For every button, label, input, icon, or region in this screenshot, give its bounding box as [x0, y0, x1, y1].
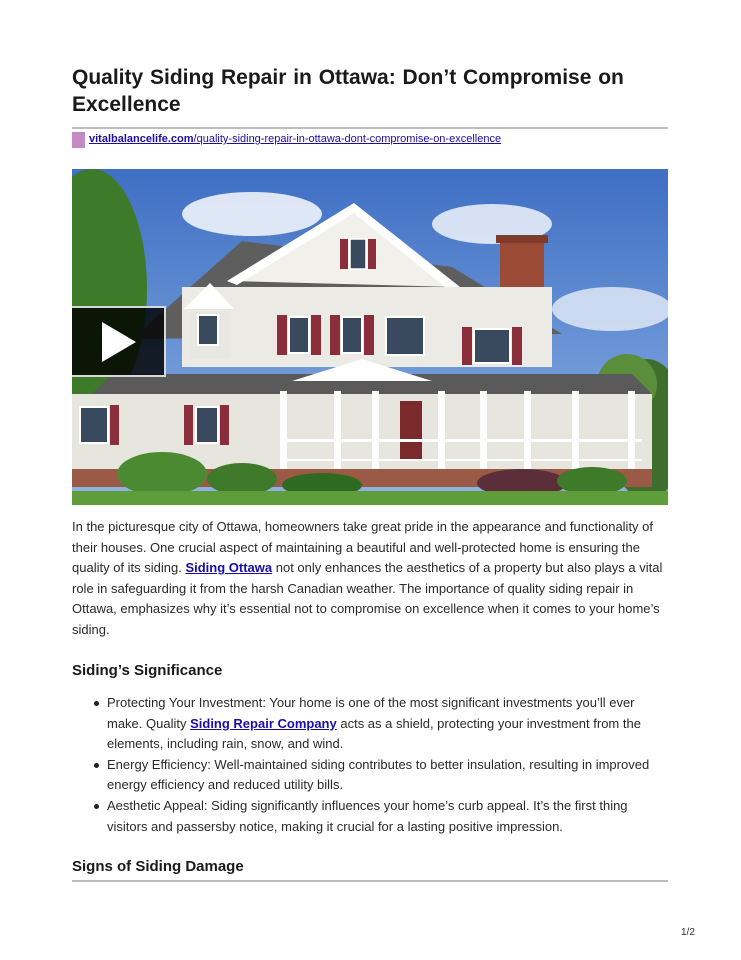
source-line — [72, 131, 672, 148]
section-heading-significance: Siding’s Significance — [72, 662, 223, 679]
section-heading-damage: Signs of Siding Damage — [72, 858, 244, 875]
bullet-text: Aesthetic Appeal: Siding significantly influences your home’s curb appeal. It’s the first thing visitors and passersby notice, making it crucial for a lasting positive impression. — [107, 797, 628, 834]
bullet-text: Energy Efficiency: Well-maintained siding contributes to better insulation, resulting in improved energy efficiency and reduced utility bills. — [107, 756, 650, 793]
source-domain: vitalbalancelife.com — [89, 133, 194, 145]
bullet-text: Protecting Your Investment: Your home is one of the most significant investments you’ll ever make. Quality — [107, 695, 635, 731]
page-number: 1/2 — [681, 927, 695, 938]
list-item — [107, 755, 668, 796]
list-item — [107, 693, 668, 755]
section-divider — [72, 880, 668, 882]
siding-ottawa-link[interactable]: Siding Ottawa — [185, 560, 273, 576]
source-path: /quality-siding-repair-in-ottawa-dont-compromise-on-excellence — [193, 133, 502, 145]
intro-text-1: In the picturesque city of Ottawa, homeowners take great pride in the appearance and functionality of their houses. One crucial aspect of maintaining a beautiful and well-protected home is ensuring the quality of its siding. — [72, 519, 654, 576]
list-item — [107, 796, 668, 837]
siding-repair-company-link[interactable]: Siding Repair Company — [190, 715, 337, 731]
intro-paragraph — [72, 517, 668, 641]
bullet-text: acts as a shield, protecting your investment from the elements, including rain, snow, and wind. — [107, 715, 641, 752]
play-button[interactable] — [72, 306, 166, 377]
significance-list — [72, 693, 668, 837]
play-icon — [98, 320, 138, 364]
article-title: Quality Siding Repair in Ottawa: Don’t Compromise on Excellence — [72, 66, 624, 116]
source-link[interactable] — [89, 131, 501, 148]
hero-video[interactable] — [72, 169, 668, 505]
site-favicon-icon — [72, 132, 85, 148]
title-divider — [72, 127, 668, 129]
intro-text-2: not only enhances the aesthetics of a property but also plays a vital role in safeguarding it from the harsh Canadian weather. The importance of quality siding repair in Ottawa, emphasizes why it’s essential not to compromise on excellence when it comes to your home’s siding. — [72, 560, 663, 637]
